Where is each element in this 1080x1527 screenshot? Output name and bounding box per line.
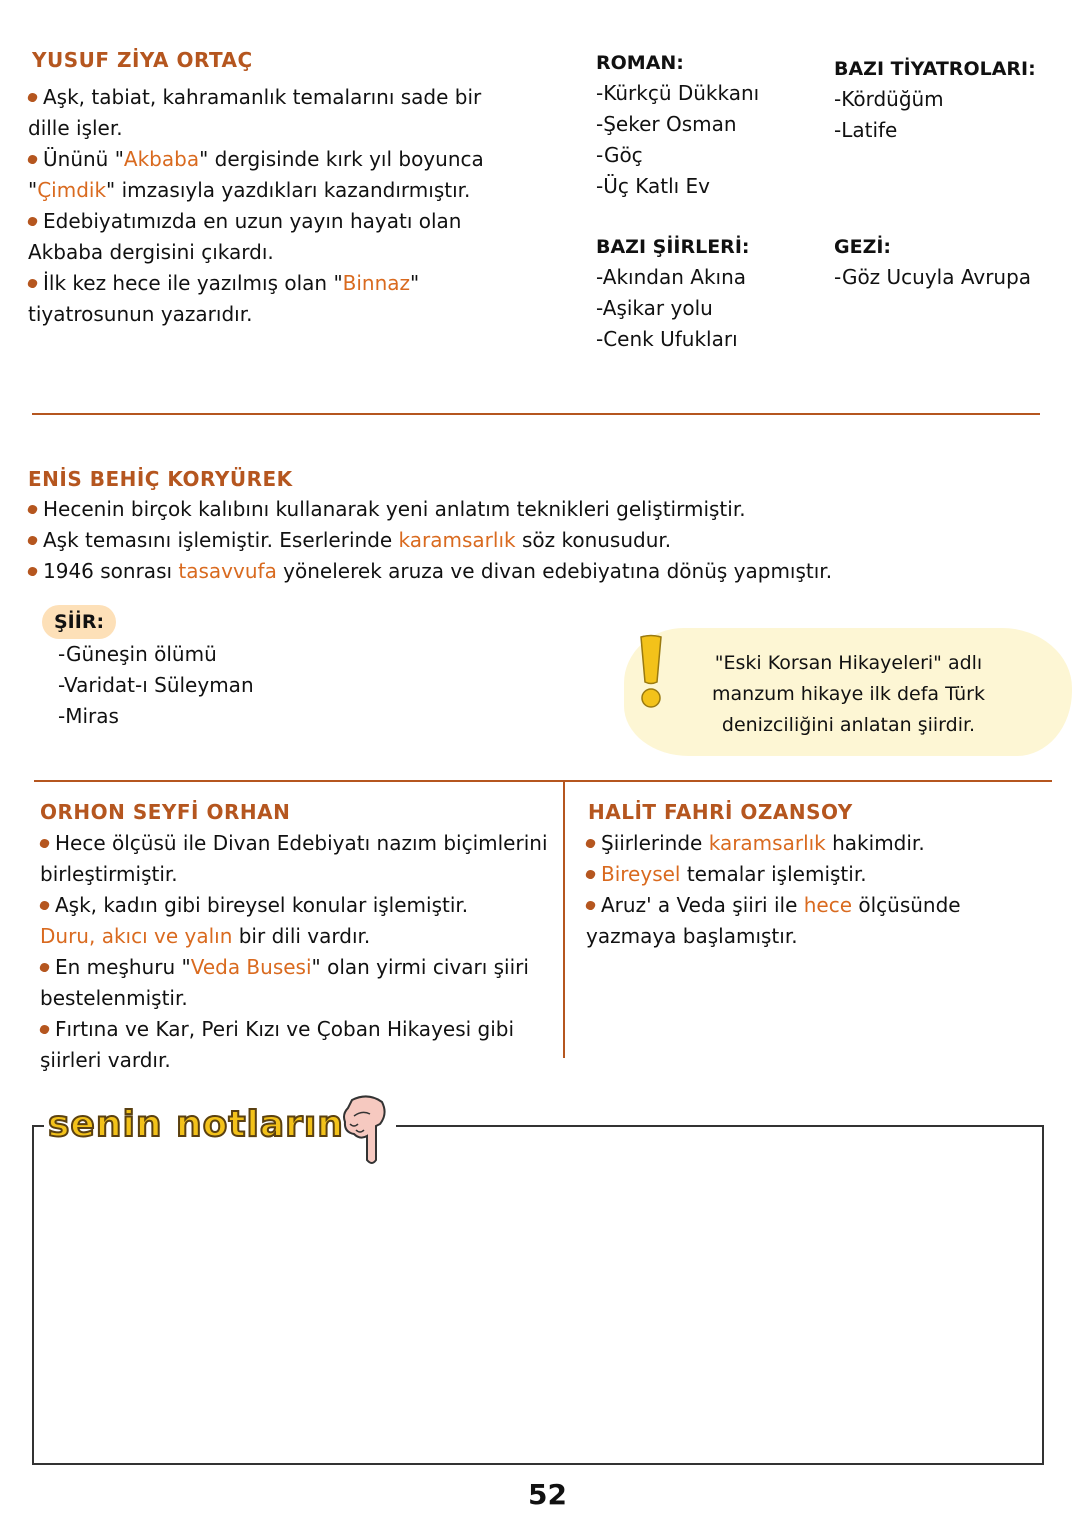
list-item: -Üç Katlı Ev: [596, 174, 711, 198]
gezi-list: [834, 232, 1031, 293]
bullet-item: Aşk, kadın gibi bireysel konular işlemiştir.: [40, 890, 550, 921]
section-divider: [34, 780, 1052, 782]
bullet-item: Aruz' a Veda şiiri ile hece ölçüsünde yazmaya başlamıştır.: [586, 893, 961, 948]
bullet-icon: [27, 504, 39, 516]
enis-bullets: [28, 494, 1068, 587]
bullet-icon: [27, 566, 39, 578]
bullet-item: Bireysel temalar işlemiştir.: [586, 859, 1036, 890]
bullet-item: Hece ölçüsü ile Divan Edebiyatı nazım biçimlerini birleştirmiştir.: [40, 831, 548, 886]
bullet-icon: [27, 278, 39, 290]
list-item: -Aşikar yolu: [596, 296, 713, 320]
siirler-title: BAZI ŞİİRLERİ:: [596, 236, 750, 258]
siirler-list: [596, 232, 749, 355]
list-item: -Göz Ucuyla Avrupa: [834, 265, 1032, 289]
section-divider: [32, 413, 1040, 415]
bullet-icon: [585, 838, 597, 850]
siir-pill-label: ŞİİR:: [42, 605, 116, 639]
list-item: -Göç: [596, 143, 643, 167]
bullet-icon: [39, 838, 51, 850]
highlight-karamsarlik: karamsarlık: [708, 831, 826, 855]
list-item: -Güneşin ölümü: [58, 642, 217, 666]
orhon-bullets: [40, 828, 550, 1076]
bullet-item: Ününü "Akbaba" dergisinde kırk yıl boyunca "Çimdik" imzasıyla yazdıkları kazandırmıştır.: [28, 147, 484, 202]
list-item: -Latife: [834, 118, 898, 142]
bullet-icon: [39, 962, 51, 974]
bullet-icon: [27, 535, 39, 547]
bullet-item: Şiirlerinde karamsarlık hakimdir.: [586, 828, 1036, 859]
yusuf-bullets: [28, 82, 528, 330]
text-line: Duru, akıcı ve yalın bir dili vardır.: [40, 924, 371, 948]
bullet-item: Aşk temasını işlemiştir. Eserlerinde karamsarlık söz konusudur.: [28, 525, 1068, 556]
bullet-icon: [39, 1024, 51, 1036]
bullet-item: 1946 sonrası tasavvufa yönelerek aruza ve divan edebiyatına dönüş yapmıştır.: [28, 556, 1068, 587]
exclamation-icon: [636, 634, 666, 710]
halit-bullets: [586, 828, 1036, 952]
bullet-icon: [27, 154, 39, 166]
bullet-icon: [27, 216, 39, 228]
list-item: -Akından Akına: [596, 265, 747, 289]
list-item: -Miras: [58, 704, 119, 728]
highlight-karamsarlik: karamsarlık: [398, 528, 516, 552]
enis-siir-list: [42, 605, 254, 732]
roman-title: ROMAN:: [596, 52, 684, 74]
note-text: "Eski Korsan Hikayeleri" adlı manzum hikaye ilk defa Türk denizciliğini anlatan şiirdir.: [712, 652, 985, 736]
notes-box-top-right-edge: [396, 1125, 1044, 1127]
page-number: 52: [528, 1478, 567, 1511]
section-heading-yusuf-ziya-ortac: YUSUF ZİYA ORTAÇ: [32, 48, 253, 72]
highlight-duru-akici-yalin: Duru, akıcı ve yalın: [40, 924, 233, 948]
notes-box[interactable]: [32, 1125, 1044, 1465]
list-item: -Cenk Ufukları: [596, 327, 738, 351]
bullet-icon: [585, 869, 597, 881]
highlight-cimdik: Çimdik: [37, 178, 107, 202]
notes-title: senin notların: [48, 1104, 344, 1145]
bullet-item: Hecenin birçok kalıbını kullanarak yeni anlatım teknikleri geliştirmiştir.: [28, 494, 1068, 525]
list-item: -Kördüğüm: [834, 87, 944, 111]
highlight-tasavvufa: tasavvufa: [178, 559, 277, 583]
notes-box-top-left-edge: [32, 1125, 44, 1127]
section-heading-enis-behic-koryurek: ENİS BEHİÇ KORYÜREK: [28, 467, 293, 491]
list-item: -Şeker Osman: [596, 112, 737, 136]
bullet-icon: [585, 900, 597, 912]
highlight-veda-busesi: Veda Busesi: [190, 955, 312, 979]
bullet-item: En meşhuru "Veda Busesi" olan yirmi civarı şiiri bestelenmiştir.: [40, 955, 529, 1010]
bullet-item: Edebiyatımızda en uzun yayın hayatı olan Akbaba dergisini çıkardı.: [28, 209, 462, 264]
bullet-icon: [27, 92, 39, 104]
section-heading-orhon-seyfi-orhan: ORHON SEYFİ ORHAN: [40, 800, 291, 824]
section-heading-halit-fahri-ozansoy: HALİT FAHRİ OZANSOY: [588, 800, 853, 824]
tiyatro-title: BAZI TİYATROLARI:: [834, 58, 1036, 80]
list-item: -Varidat-ı Süleyman: [58, 673, 254, 697]
gezi-title: GEZİ:: [834, 236, 892, 258]
bullet-item: Aşk, tabiat, kahramanlık temalarını sade bir dille işler.: [28, 85, 482, 140]
highlight-hece: hece: [803, 893, 853, 917]
tiyatro-list: [834, 54, 1036, 146]
highlight-bireysel: Bireysel: [601, 862, 681, 886]
list-item: -Kürkçü Dükkanı: [596, 81, 760, 105]
highlight-binnaz: Binnaz: [342, 271, 411, 295]
column-divider: [563, 782, 565, 1058]
roman-list: [596, 48, 759, 202]
pointing-hand-icon: [340, 1094, 390, 1168]
highlight-akbaba: Akbaba: [123, 147, 200, 171]
bullet-item: Fırtına ve Kar, Peri Kızı ve Çoban Hikayesi gibi şiirleri vardır.: [40, 1017, 515, 1072]
bullet-icon: [39, 900, 51, 912]
bullet-item: İlk kez hece ile yazılmış olan "Binnaz" tiyatrosunun yazarıdır.: [28, 271, 420, 326]
